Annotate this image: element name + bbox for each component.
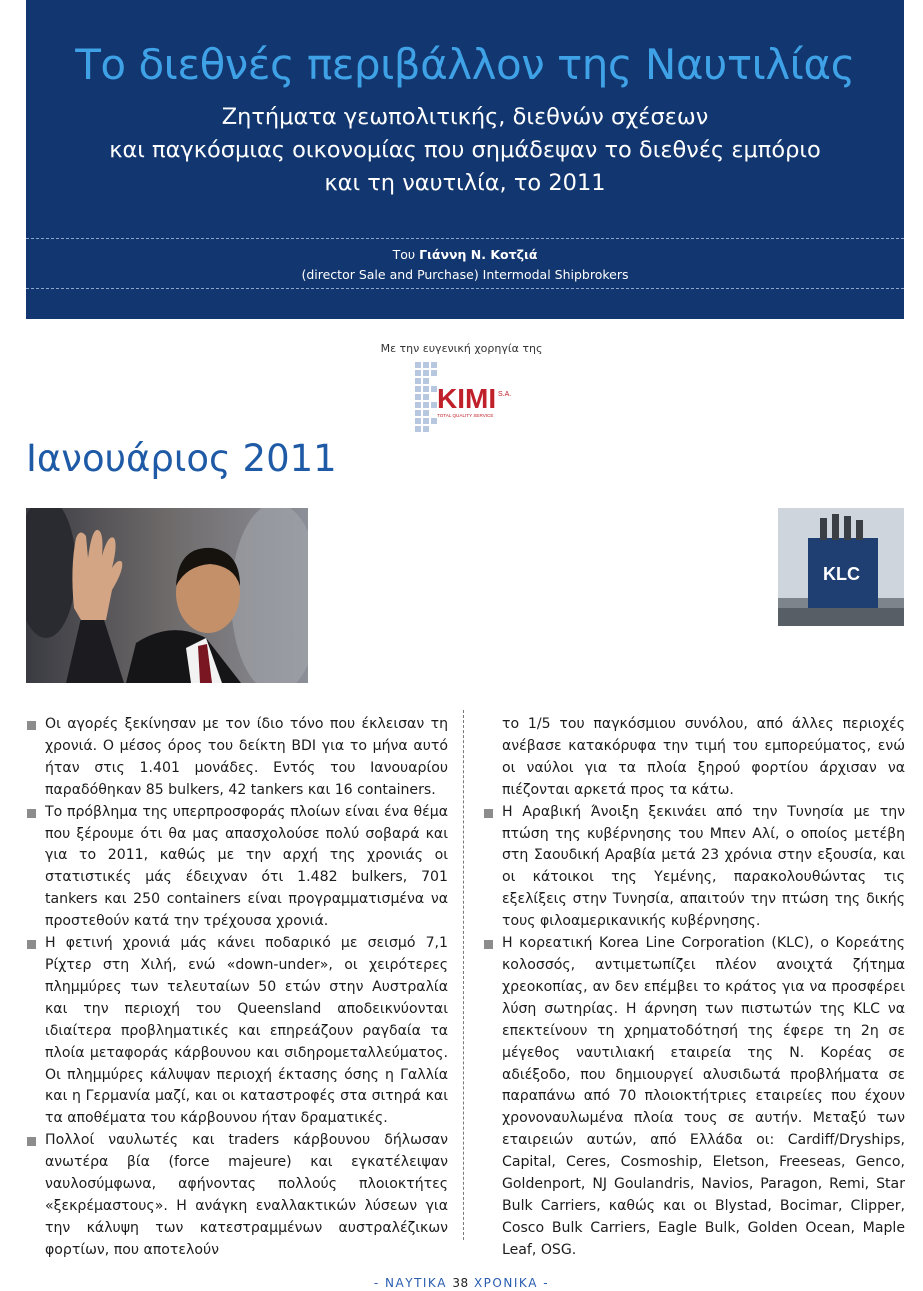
left-column — [26, 714, 448, 1262]
column-divider — [463, 710, 464, 1240]
divider — [26, 288, 904, 289]
subtitle-line: και παγκόσμιας οικονομίας που σημάδεψαν το διεθνές εμπόριο — [109, 137, 821, 163]
kimi-logo — [415, 362, 515, 434]
section-heading: Ιανουάριος 2011 — [26, 437, 337, 480]
list-item: Πολλοί ναυλωτές και traders κάρβουνου δήλωσαν ανωτέρα βία (force majeure) και εγκατέλειψαν ναυλοσύμφωνα, αφήνοντας πολλούς πλοιοκτήτες «ξεκρέμαστους». Η ανάγκη εναλλακτικών λύσεων για την κάλυψη των κατεστραμμένων αυστραλέζικων φορτίων, που αποτελούν — [26, 1130, 448, 1261]
bullet-square-icon — [484, 809, 493, 818]
list-item: Οι αγορές ξεκίνησαν με τον ίδιο τόνο που έκλεισαν τη χρονιά. Ο μέσος όρος του δείκτη BDI για το μήνα αυτό ήταν στις 1.401 μονάδες. Εντός του Ιανουαρίου παραδόθηκαν 85 bulkers, 42 tankers και 16 containers. — [26, 714, 448, 802]
footer-right: ΧΡΟΝΙΚΑ - — [473, 1276, 550, 1290]
list-item: Η κορεατική Korea Line Corporation (KLC), ο Κορεάτης κολοσσός, αντιμετωπίζει πλέον ανοιχτά ζήτημα χρεοκοπίας, αν δεν επέμβει το κράτος για να προσφέρει λύση σωτηρίας. Η άρνηση των πιστωτών της KLC να επεκτείνουν τη χρηματοδότησή της έφερε τη 2η σε μέγεθος ναυτιλιακή εταιρεία της Ν. Κορέας σε αδιέξοδο, που δημιουργεί αλυσιδωτά προβλήματα σε παραπάνω από 70 πλοιοκτήτριες εταιρείες που έχουν χρονοναυλωμένα πλοία τους σε αυτήν. Μεταξύ των εταιρειών αυτών, από Ελλάδα οι: Cardiff/Dryships, Capital, Ceres, Cosmoship, Eletson, Freeseas, Genco, Goldenport, NJ Goulandris, Navios, Paragon, Remi, Star Bulk Carriers, καθώς και οι Blystad, Bocimar, Clipper, Cosco Bulk Carriers, Eagle Bulk, Golden Ocean, Maple Leaf, OSG. — [483, 933, 905, 1262]
subtitle — [26, 101, 904, 200]
list-item: Η φετινή χρονιά μάς κάνει ποδαρικό με σεισμό 7,1 Ρίχτερ στη Χιλή, ενώ «down-under», οι χειρότερες πλημμύρες των τελευταίων 50 ετών στην Αυστραλία και την περιοχή του Queensland αποδεικνύονται ιδιαίτερα προβληματικές και επηρεάζουν ραγδαία τα πλοία μεταφοράς κάρβουνου και σιδηρομεταλλεύματος. Οι πλημμύρες κάλυψαν περιοχή έκτασης όσης η Γαλλία και η Γερμανία μαζί, και οι καταστροφές στα σιτηρά και τα αποθέματα του κάρβουνου ήταν δραματικές. — [26, 933, 448, 1130]
funnel-text: KLC — [823, 564, 860, 584]
logo-text: KIMI — [437, 383, 497, 414]
author-name: Γιάννη Ν. Κοτζιά — [419, 247, 538, 262]
byline — [26, 245, 904, 285]
klc-ship-funnel-photo — [778, 508, 904, 626]
page-number: 38 — [452, 1276, 469, 1290]
bullet-square-icon — [27, 809, 36, 818]
author-role: (director Sale and Purchase) Intermodal Shipbrokers — [301, 267, 629, 282]
logo-tagline: TOTAL QUALITY SERVICE — [437, 413, 494, 418]
list-item: Το πρόβλημα της υπερπροσφοράς πλοίων είναι ένα θέμα που ξέρουμε ότι θα μας απασχολούσε πολύ σοβαρά και για το 2011, καθώς με την αρχή της χρονιάς οι στατιστικές μάς έδειχναν ότι 1.482 bulkers, 701 tankers και 250 containers είναι προγραμματισμένα να προστεθούν κατά την τρέχουσα χρονιά. — [26, 802, 448, 933]
logo-suffix: S.A. — [498, 391, 512, 398]
header-banner — [26, 0, 904, 319]
subtitle-line: Ζητήματα γεωπολιτικής, διεθνών σχέσεων — [221, 104, 709, 130]
waving-politician-photo — [26, 508, 308, 683]
bullet-square-icon — [27, 1137, 36, 1146]
right-column — [483, 714, 905, 1262]
paragraph-continuation: το 1/5 του παγκόσμιου συνόλου, από άλλες περιοχές ανέβασε κατακόρυφα την τιμή του εμπορεύματος, ενώ οι ναύλοι για τα πλοία ξηρού φορτίου άρχισαν να πιέζονται αρκετά προς τα κάτω. — [502, 716, 905, 798]
bullet-square-icon — [27, 721, 36, 730]
bullet-square-icon — [484, 940, 493, 949]
page-footer — [0, 1276, 923, 1290]
bullet-square-icon — [27, 940, 36, 949]
page-title: Το διεθνές περιβάλλον της Ναυτιλίας — [75, 40, 855, 89]
footer-left: - ΝΑΥΤΙΚΑ — [373, 1276, 448, 1290]
subtitle-line: και τη ναυτιλία, το 2011 — [324, 170, 606, 196]
divider — [26, 238, 904, 239]
list-item: Η Αραβική Άνοιξη ξεκινάει από την Τυνησία με την πτώση της κυβέρνησης του Μπεν Αλί, ο οποίος μετέβη στη Σαουδική Αραβία μετά 23 χρόνια στην εξουσία, και οι κάτοικοι της Υεμένης, παρακολουθώντας τις εξελίξεις στην Τυνησία, απαιτούν την πτώση της δικής τους φιλοαμερικανικής κυβέρνησης. — [483, 802, 905, 933]
byline-prefix: Του — [392, 247, 416, 262]
sponsor-label: Με την ευγενική χορηγία της — [380, 342, 543, 355]
